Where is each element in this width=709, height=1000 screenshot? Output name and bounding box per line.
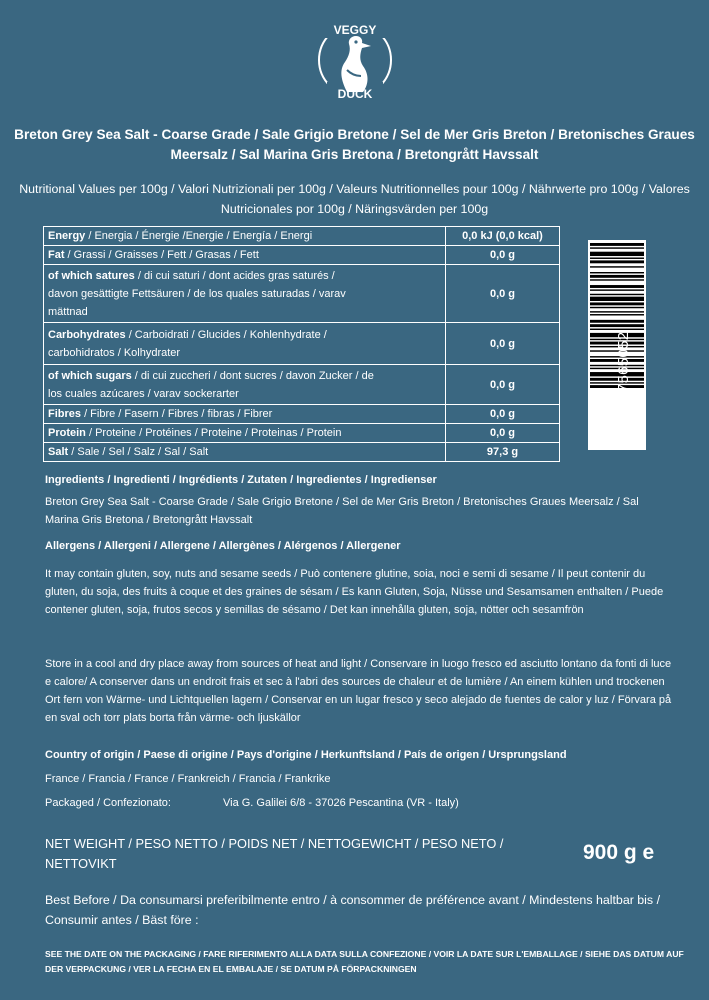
storage-text: Store in a cool and dry place away from sources of heat and light / Conservare in luogo fresco ed asciutto lontano da fonti di luce e calore/ A conserver dans un endroit frais et sec à l'abri des sources de chaleur et de lumière / An einem kühlen und trockenen Ort fern von Wärme- und Lichtquellen lagern / Conservar en un lugar fresco y seco alejado de fuentes de calor y luz / Förvara på en sval och torr plats borta från värme- och ljuskällor [45, 658, 672, 724]
allergens-text: It may contain gluten, soy, nuts and sesame seeds / Può contenere glutine, soia, noci e semi di sesame / Il peut contenir du gluten, du soja, des fruits à coque et des graines de sésam / Es kann Gluten, Soja, Nüsse und Sesamsamen enthalten / Puede contener gluten, soja, frutos secos y semillas de sésamo / Det kan innehålla gluten, soja, nötter och sesamfrön [45, 568, 664, 616]
net-weight-value: 900 g e [583, 841, 655, 864]
duck-icon [311, 14, 399, 104]
allergens-section [45, 537, 675, 619]
origin-text: France / Francia / France / Frankreich / Francia / Frankrike [45, 773, 331, 785]
table-row [44, 365, 560, 405]
nutrient-name: Carbohydrates / Carboidrati / Glucides / Kohlenhydrate / carbohidratos / Kolhydrater [44, 323, 446, 365]
table-row [44, 323, 560, 365]
packaging-date-note: SEE THE DATE ON THE PACKAGING / FARE RIFERIMENTO ALLA DATA SULLA CONFEZIONE / VOIR LA DATE SUR L'EMBALLAGE / SIEHE DAS DATUM AUF DER VERPACKUNG / VER LA FECHA EN EL EMBALAJE / SE DATUM PÅ FÖRPACKNINGEN [45, 949, 684, 974]
table-row [44, 246, 560, 265]
nutrient-name: Protein / Proteine / Protéines / Proteine / Proteinas / Protein [44, 424, 446, 443]
nutrient-name: of which sugars / di cui zuccheri / dont sucres / davon Zucker / de los cuales azúcares / varav sockerarter [44, 365, 446, 405]
logo-top-text: VEGGY [333, 23, 377, 37]
nutrient-value: 0,0 g [446, 365, 560, 405]
best-before-text: Best Before / Da consumarsi preferibilmente entro / à consommer de préférence avant / Mindestens haltbar bis / Consumir antes / Bäst före : [45, 893, 661, 927]
ingredients-heading: Ingredients / Ingredienti / Ingrédients / Zutaten / Ingredientes / Ingredienser [45, 474, 437, 486]
packaged-label: Packaged / Confezionato: [45, 797, 171, 809]
nutrition-subtitle: Nutritional Values per 100g / Valori Nutrizionali per 100g / Valeurs Nutritionnelles pour 100g / Nährwerte pro 100g / Valores Nutricionales por 100g / Näringsvärden per 100g [19, 182, 690, 216]
nutrient-name: Fibres / Fibre / Fasern / Fibres / fibras / Fibrer [44, 405, 446, 424]
nutrient-name: Energy / Energia / Énergie /Energie / Energía / Energi [44, 227, 446, 246]
ingredients-section [45, 471, 675, 529]
table-row [44, 405, 560, 424]
brand-logo [311, 14, 399, 104]
allergens-heading: Allergens / Allergeni / Allergene / Allergènes / Alérgenos / Allergener [45, 540, 401, 552]
logo-bottom-text: DUCK [337, 87, 373, 101]
nutrient-value: 97,3 g [446, 443, 560, 462]
nutrient-value: 0,0 g [446, 265, 560, 323]
product-title: Breton Grey Sea Salt - Coarse Grade / Sale Grigio Bretone / Sel de Mer Gris Breton / Bretonisches Graues Meersalz / Sal Marina Gris Bretona / Bretongrått Havssalt [14, 127, 695, 162]
nutrient-value: 0,0 g [446, 246, 560, 265]
table-row [44, 227, 560, 246]
nutrient-name: of which satures / di cui saturi / dont acides gras saturés / davon gesättigte Fettsäuren / de los quales saturadas / varav mättnad [44, 265, 446, 323]
packaged-address: Via G. Galilei 6/8 - 37026 Pescantina (VR - Italy) [223, 797, 459, 809]
table-row [44, 265, 560, 323]
nutrient-name: Fat / Grassi / Graisses / Fett / Grasas / Fett [44, 246, 446, 265]
table-row [44, 424, 560, 443]
origin-heading: Country of origin / Paese di origine / Pays d'origine / Herkunftsland / País de origen / Ursprungsland [45, 749, 567, 761]
origin-section [45, 746, 675, 788]
ingredients-text: Breton Grey Sea Salt - Coarse Grade / Sale Grigio Bretone / Sel de Mer Gris Breton / Bretonisches Graues Meersalz / Sal Marina Gris Bretona / Bretongrått Havssalt [45, 496, 639, 526]
nutrient-name: Salt / Sale / Sel / Salz / Sal / Salt [44, 443, 446, 462]
nutrient-value: 0,0 kJ (0,0 kcal) [446, 227, 560, 246]
nutrition-table [43, 226, 560, 462]
nutrient-value: 0,0 g [446, 405, 560, 424]
barcode-number: 8053807565052 [615, 331, 632, 444]
nutrient-value: 0,0 g [446, 323, 560, 365]
table-row [44, 443, 560, 462]
net-weight-label: NET WEIGHT / PESO NETTO / POIDS NET / NETTOGEWICHT / PESO NETO / NETTOVIKT [45, 836, 504, 871]
nutrient-value: 0,0 g [446, 424, 560, 443]
